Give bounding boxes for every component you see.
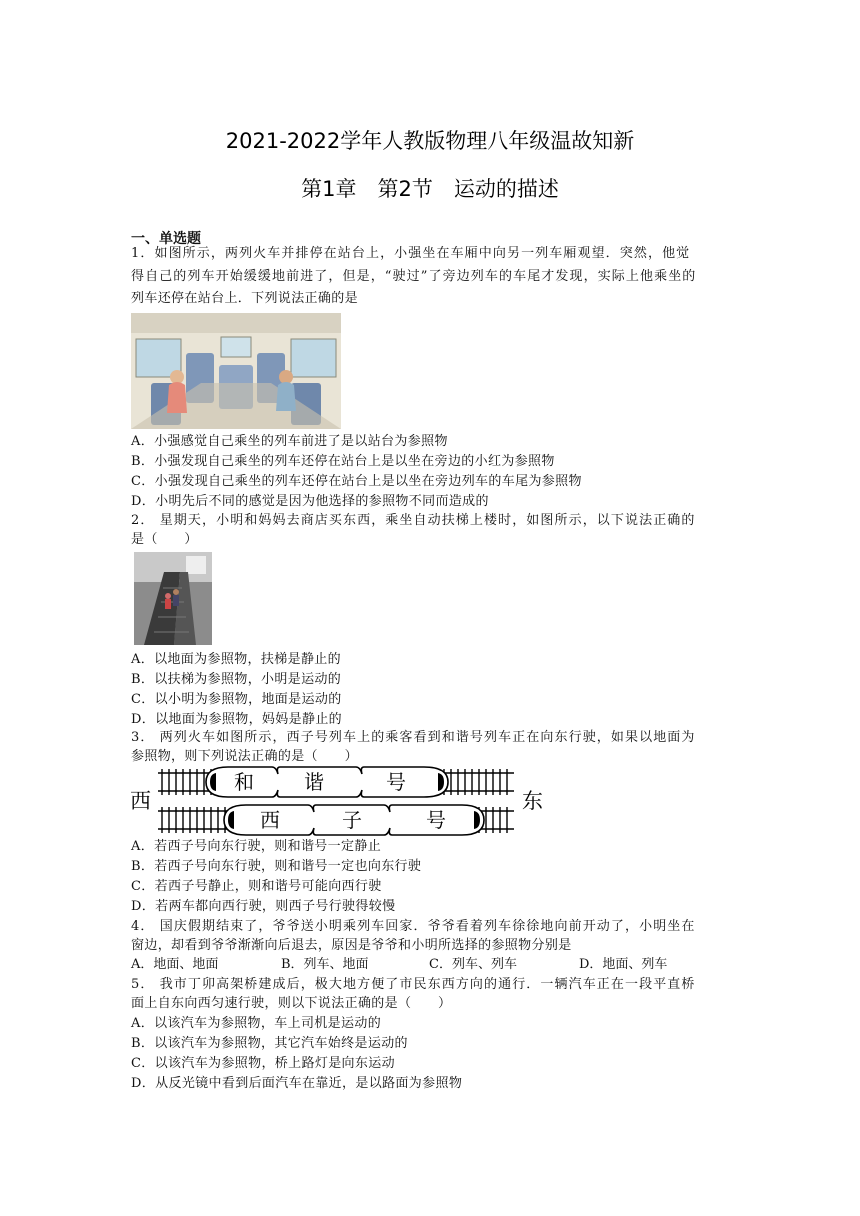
west-label: 西: [130, 789, 151, 813]
q3-option-a: A．若西子号向东行驶，则和谐号一定静止: [131, 839, 382, 854]
two-trains-diagram: [128, 764, 548, 836]
q5-option-a: A．以该汽车为参照物，车上司机是运动的: [131, 1016, 382, 1031]
q5-option-c: C．以该汽车为参照物，桥上路灯是向东运动: [131, 1056, 395, 1071]
q5-option-b: B．以该汽车为参照物，其它汽车始终是运动的: [131, 1036, 408, 1051]
q2-stem-line: 2． 星期天，小明和妈妈去商店买东西，乘坐自动扶梯上楼时，如图所示，以下说法正确的: [131, 513, 696, 528]
q1-stem-line: 1．如图所示，两列火车并排停在站台上，小强坐在车厢中向另一列车厢观望．突然，他觉: [131, 246, 691, 261]
q2-option-c: C．以小明为参照物，地面是运动的: [131, 692, 342, 707]
document-subtitle: 第1章 第2节 运动的描述: [301, 177, 559, 201]
train-hexie-car-2: 谐: [304, 770, 324, 794]
q5-stem-line: 面上自东向西匀速行驶，则以下说法正确的是（ ）: [131, 996, 452, 1011]
escalator-image: [134, 552, 212, 645]
q4-option-d: D．地面、列车: [579, 957, 668, 972]
q1-option-b: B．小强发现自己乘坐的列车还停在站台上是以坐在旁边的小红为参照物: [131, 454, 555, 469]
q5-option-d: D．从反光镜中看到后面汽车在靠近，是以路面为参照物: [131, 1076, 463, 1091]
q3-stem-line: 3． 两列火车如图所示，西子号列车上的乘客看到和谐号列车正在向东行驶，如果以地面为: [131, 730, 696, 745]
q3-option-c: C．若西子号静止，则和谐号可能向西行驶: [131, 879, 382, 894]
q1-stem-line: 得自己的列车开始缓缓地前进了，但是，“驶过”了旁边列车的车尾才发现，实际上他乘坐的: [131, 269, 697, 284]
train-carriage-image: [131, 313, 341, 429]
q4-stem-line: 窗边，却看到爷爷渐渐向后退去，原因是爷爷和小明所选择的参照物分别是: [131, 938, 572, 953]
q1-stem-line: 列车还停在站台上．下列说法正确的是: [131, 291, 358, 306]
section-heading: 一、单选题: [131, 231, 201, 247]
train-xizi-car-1: 西: [260, 808, 280, 832]
train-xizi-car-2: 子: [342, 808, 362, 832]
q2-stem-line: 是（ ）: [131, 532, 198, 547]
train-hexie-car-3: 号: [386, 770, 406, 794]
q1-option-c: C．小强发现自己乘坐的列车还停在站台上是以坐在旁边列车的车尾为参照物: [131, 474, 582, 489]
q4-stem-line: 4． 国庆假期结束了，爷爷送小明乘列车回家．爷爷看着列车徐徐地向前开动了，小明坐在: [131, 919, 696, 934]
q2-option-b: B．以扶梯为参照物，小明是运动的: [131, 672, 342, 687]
q1-option-d: D．小明先后不同的感觉是因为他选择的参照物不同而造成的: [131, 494, 489, 509]
q4-option-a: A．地面、地面: [131, 957, 219, 972]
q2-option-d: D．以地面为参照物，妈妈是静止的: [131, 712, 343, 727]
q4-option-c: C．列车、列车: [429, 957, 517, 972]
q2-option-a: A．以地面为参照物，扶梯是静止的: [131, 652, 341, 667]
q3-option-d: D．若两车都向西行驶，则西子号行驶得较慢: [131, 899, 396, 914]
q5-stem-line: 5． 我市丁卯高架桥建成后，极大地方便了市民东西方向的通行．一辆汽车正在一段平直桥: [131, 977, 696, 992]
q4-option-b: B．列车、地面: [281, 957, 369, 972]
q3-option-b: B．若西子号向东行驶，则和谐号一定也向东行驶: [131, 859, 422, 874]
train-xizi-car-3: 号: [426, 808, 446, 832]
q3-stem-line: 参照物，则下列说法正确的是（ ）: [131, 749, 358, 764]
q1-option-a: A．小强感觉自己乘坐的列车前进了是以站台为参照物: [131, 434, 448, 449]
document-title: 2021-2022学年人教版物理八年级温故知新: [225, 129, 635, 153]
east-label: 东: [522, 789, 543, 813]
train-hexie-car-1: 和: [234, 770, 254, 794]
